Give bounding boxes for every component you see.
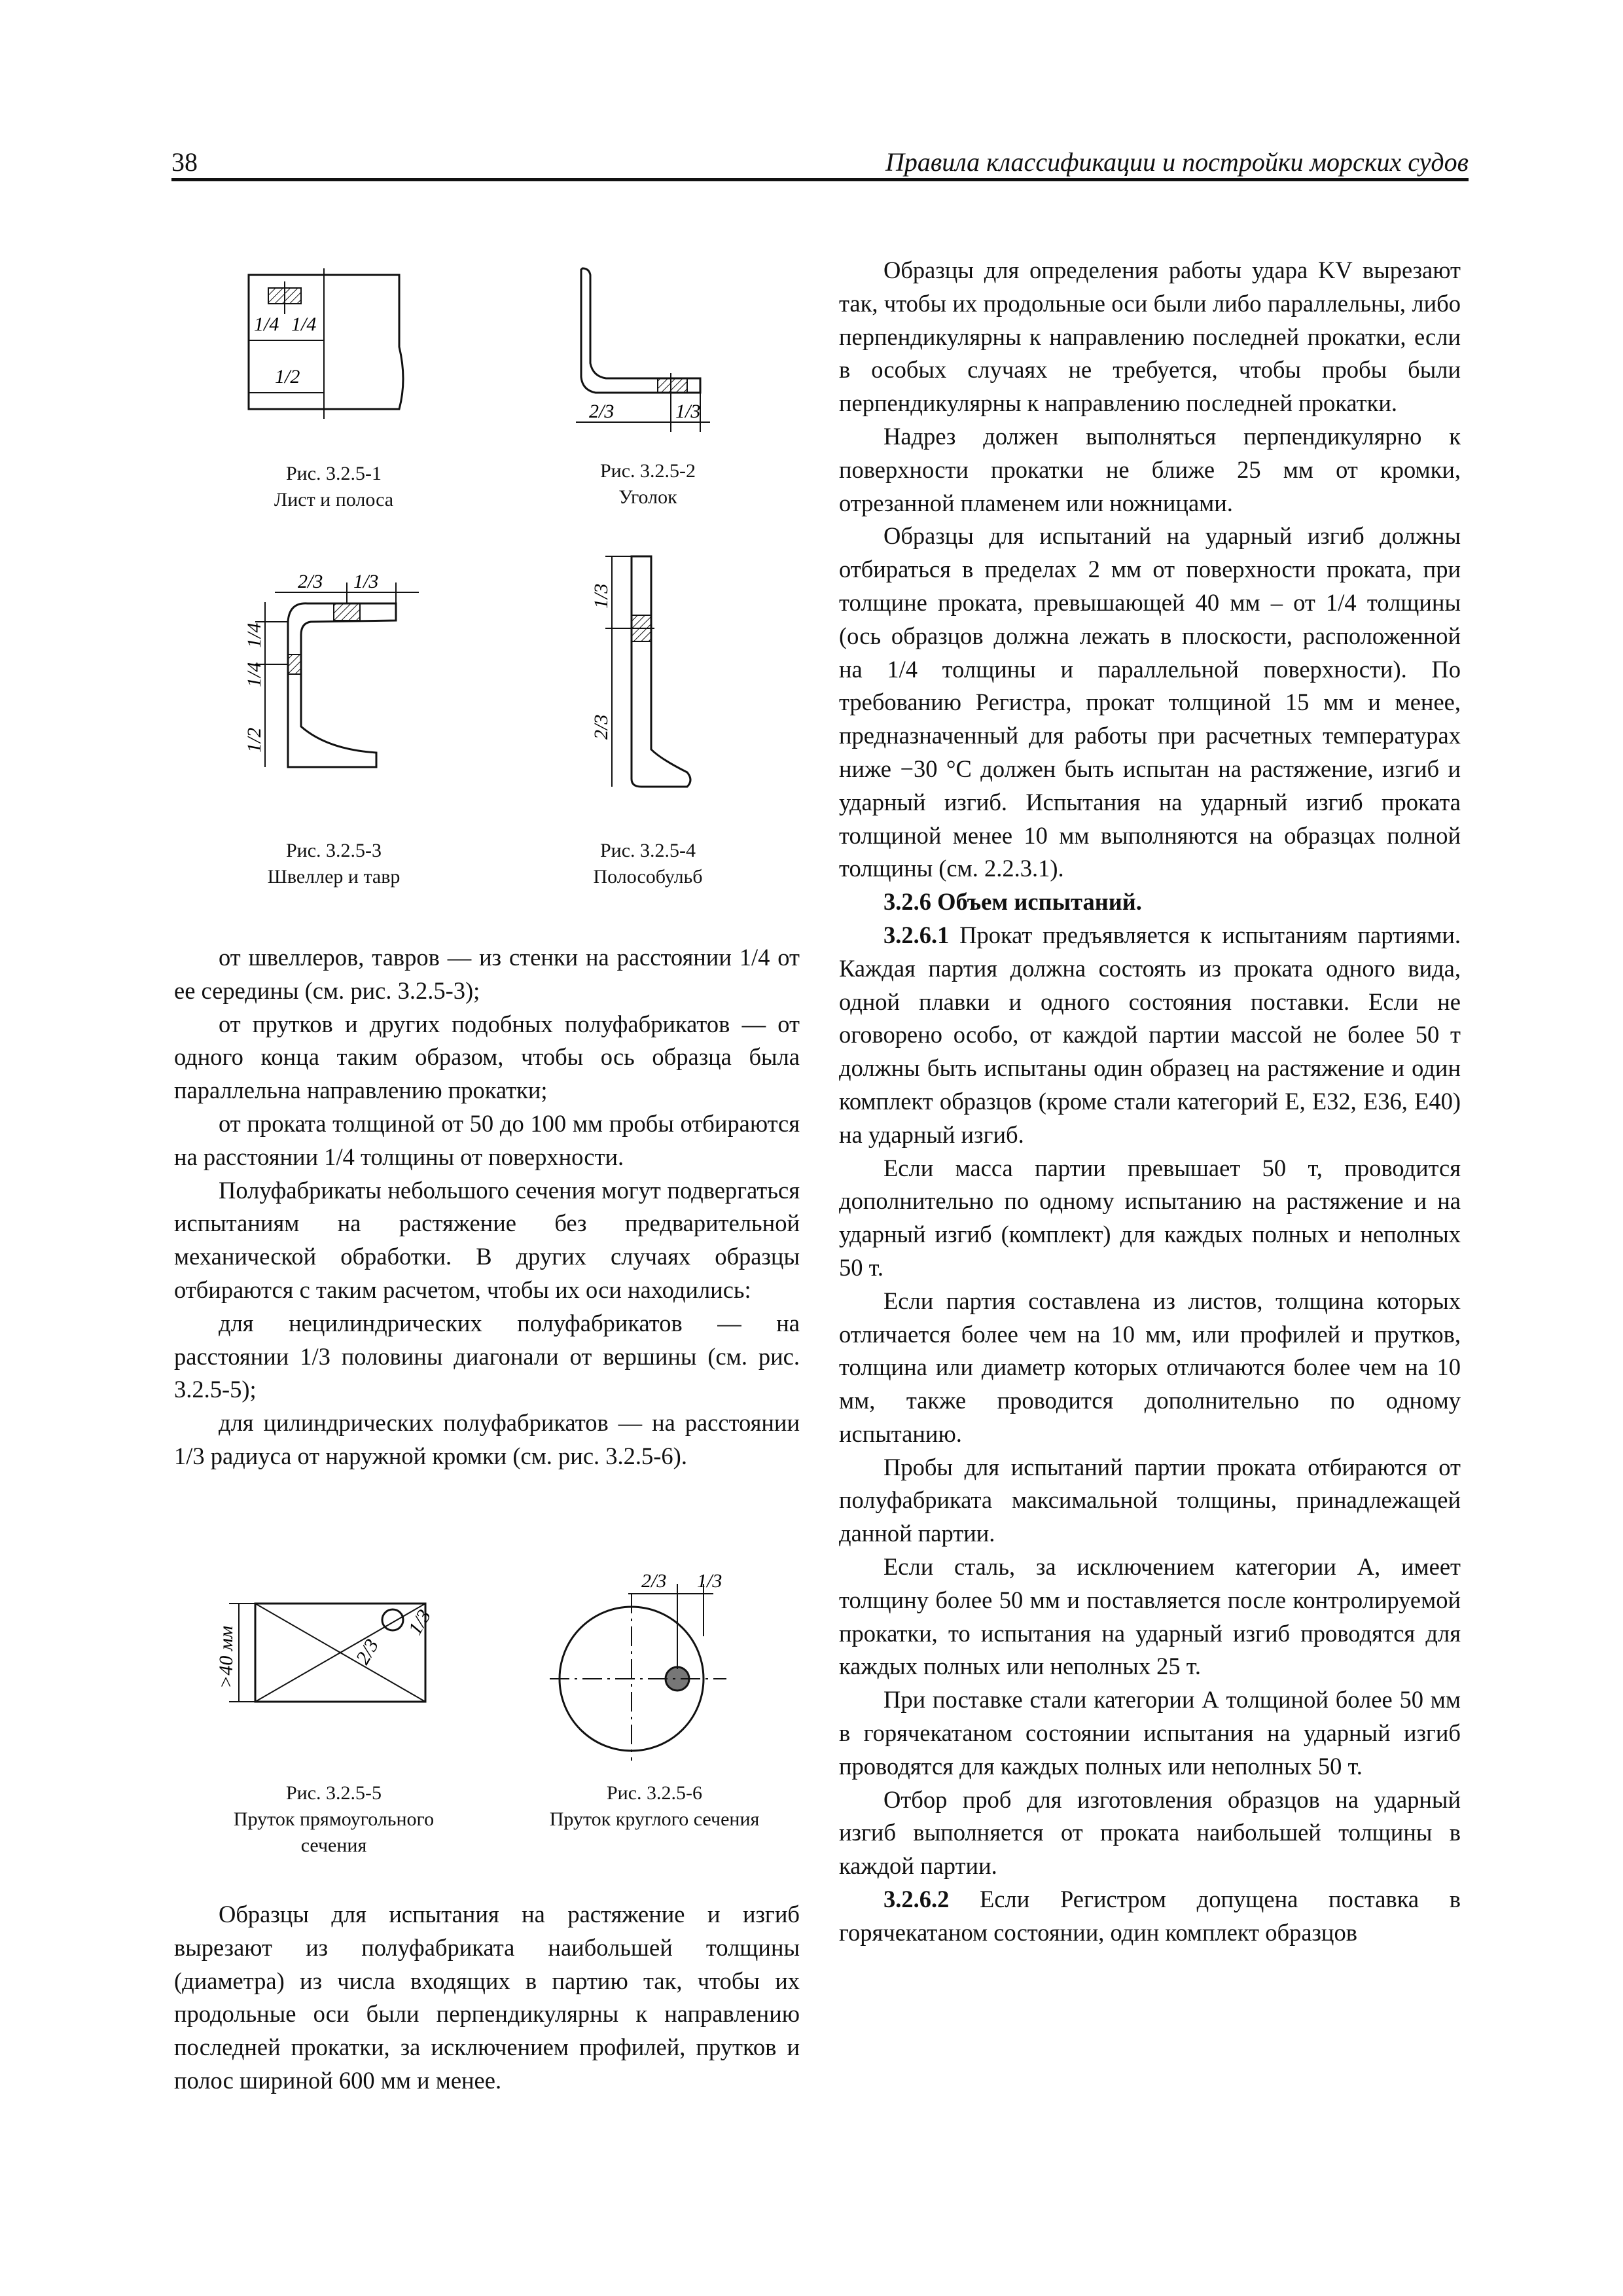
figure-caption-1: Рис. 3.2.5-1 Лист и полоса — [274, 463, 394, 511]
figure-caption-5: Рис. 3.2.5-5 Пруток прямоугольного сечения — [233, 1782, 435, 1856]
fig1-label-c: 1/2 — [275, 366, 300, 387]
fig1-label-a: 1/4 — [254, 314, 279, 335]
figure-round-bar — [537, 1564, 746, 1761]
right-paragraph-7: Пробы для испытаний партии проката отбираются от полуфабриката максимальной толщины, принадлежащей данной партии. — [839, 1453, 1461, 1547]
fig3-label-d: 1/4 — [243, 662, 265, 687]
right-paragraph-11: 3.2.6.2 Если Регистром допущена поставка в горячекатаном состоянии, один комплект образцов — [839, 1886, 1461, 1946]
left-paragraph-3: от проката толщиной от 50 до 100 мм пробы отбираются на расстоянии 1/4 толщины от поверхности. — [174, 1109, 800, 1170]
figure-bulb-flat — [569, 550, 713, 812]
section-heading: 3.2.6 Объем испытаний. — [883, 888, 1142, 916]
left-column-lower — [174, 1898, 800, 2098]
fig3-label-a: 2/3 — [298, 571, 323, 592]
fig3-label-b: 1/3 — [353, 571, 379, 592]
fig5-label-a: >40 мм — [215, 1625, 237, 1689]
left-column-upper — [174, 941, 800, 1473]
figure-sheet-strip — [236, 268, 419, 425]
right-paragraph-9: При поставке стали категории А толщиной более 50 мм в горячекатаном состоянии испытания на ударный изгиб проводятся для каждых полных или неполных 50 т. — [839, 1686, 1461, 1780]
figure-angle — [569, 262, 720, 439]
fig6-label-a: 2/3 — [641, 1570, 667, 1592]
right-paragraph-8: Если сталь, за исключением категории А, имеет толщину более 50 мм и поставляется после контролируемой прокатки, то испытания на ударный изгиб проводятся для каждых полных или неполных 25 т. — [839, 1553, 1461, 1680]
fig3-label-c: 1/4 — [243, 622, 265, 648]
fig1-label-b: 1/4 — [291, 314, 317, 335]
clause-number-3261: 3.2.6.1 — [883, 921, 950, 948]
fig2-label-a: 2/3 — [589, 401, 615, 422]
figure-rect-bar — [196, 1584, 471, 1715]
fig5-label-c: 1/3 — [404, 1605, 436, 1639]
figure-caption-4: Рис. 3.2.5-4 Полособульб — [593, 840, 703, 888]
page-number: 38 — [171, 147, 198, 177]
right-paragraph-2: Надрез должен выполняться перпендикулярно к поверхности прокатки не ближе 25 мм от кромки, отрезанной пламенем или ножницами. — [839, 422, 1461, 516]
fig5-label-b: 2/3 — [351, 1635, 383, 1668]
left-paragraph-1: от швеллеров, тавров — из стенки на расстоянии 1/4 от ее середины (см. рис. 3.2.5-3); — [174, 944, 800, 1004]
header-rule — [171, 178, 1469, 181]
right-paragraph-6: Если партия составлена из листов, толщина которых отличается более чем на 10 мм, или профилей и прутков, толщина или диаметр которых отличаются более чем на 10 мм, также проводится дополнительно по одному испытанию. — [839, 1287, 1461, 1447]
right-paragraph-3: Образцы для испытаний на ударный изгиб должны отбираться в пределах 2 мм от поверхности проката, при толщине проката, превышающей 40 мм – от 1/4 толщины (ось образцов должна лежать в плоскости, расположенной на 1/4 толщины и параллельной поверхности). По требованию Регистра, прокат толщиной 15 мм и менее, предназначенный для работы при расчетных температурах ниже −30 °С должен быть испытан на растяжение, изгиб и ударный изгиб. Испытания на ударный изгиб проката толщиной менее 10 мм выполняются на образцах полной толщины (см. 2.2.3.1). — [839, 522, 1461, 882]
figure-caption-6: Рис. 3.2.5-6 Пруток круглого сечения — [549, 1782, 760, 1830]
left-paragraph-7: Образцы для испытания на растяжение и изгиб вырезают из полуфабриката наибольшей толщины (диаметра) из числа входящих в партию так, чтобы их продольные оси были перпендикулярны к направлению последней прокатки, за исключением профилей, прутков и полос шириной 600 мм и менее. — [174, 1901, 800, 2094]
left-paragraph-4: Полуфабрикаты небольшого сечения могут подвергаться испытаниям на растяжение без предварительной механической обработки. В других случаях образцы отбираются с таким расчетом, чтобы их оси находились: — [174, 1176, 800, 1303]
figure-caption-3: Рис. 3.2.5-3 Швеллер и тавр — [267, 840, 401, 888]
left-paragraph-5: для нецилиндрических полуфабрикатов — на расстоянии 1/3 половины диагонали от вершины (см. рис. 3.2.5-5); — [174, 1309, 800, 1403]
right-paragraph-5: Если масса партии превышает 50 т, проводится дополнительно по одному испытанию на растяжение и на ударный изгиб (комплект) для каждых полных и неполных 50 т. — [839, 1154, 1461, 1281]
fig2-label-b: 1/3 — [675, 401, 701, 422]
running-title: Правила классификации и постройки морских судов — [885, 147, 1469, 177]
fig6-label-b: 1/3 — [697, 1570, 722, 1592]
clause-number-3262: 3.2.6.2 — [883, 1886, 950, 1913]
fig4-label-a: 1/3 — [590, 583, 612, 609]
right-paragraph-1: Образцы для определения работы удара KV вырезают так, чтобы их продольные оси были либо параллельны, либо перпендикулярны к направлению последней прокатки, если в особых случаях не требуется, чтобы пробы были перпендикулярны к направлению последней прокатки. — [839, 257, 1461, 417]
figure-caption-2: Рис. 3.2.5-2 Уголок — [599, 460, 696, 508]
left-paragraph-6: для цилиндрических полуфабрикатов — на расстоянии 1/3 радиуса от наружной кромки (см. рис. 3.2.5-6). — [174, 1409, 800, 1469]
left-paragraph-2: от прутков и других подобных полуфабрикатов — от одного конца таким образом, чтобы ось образца была параллельна направлению прокатки; — [174, 1010, 800, 1104]
right-column — [839, 254, 1461, 1950]
fig3-label-e: 1/2 — [243, 727, 265, 753]
fig4-label-b: 2/3 — [590, 714, 612, 740]
right-paragraph-10: Отбор проб для изготовления образцов на ударный изгиб выполняется от проката наибольшей толщины в каждой партии. — [839, 1785, 1461, 1880]
figure-channel-tee — [236, 563, 432, 772]
right-paragraph-4: 3.2.6.1 Прокат предъявляется к испытаниям партиями. Каждая партия должна состоять из проката одного вида, одной плавки и одного состояния поставки. Если не оговорено особо, от каждой партии массой не более 50 т должны быть испытаны один образец на растяжение и один комплект образцов (кроме стали категорий E, E32, E36, E40) на ударный изгиб. — [839, 921, 1461, 1148]
